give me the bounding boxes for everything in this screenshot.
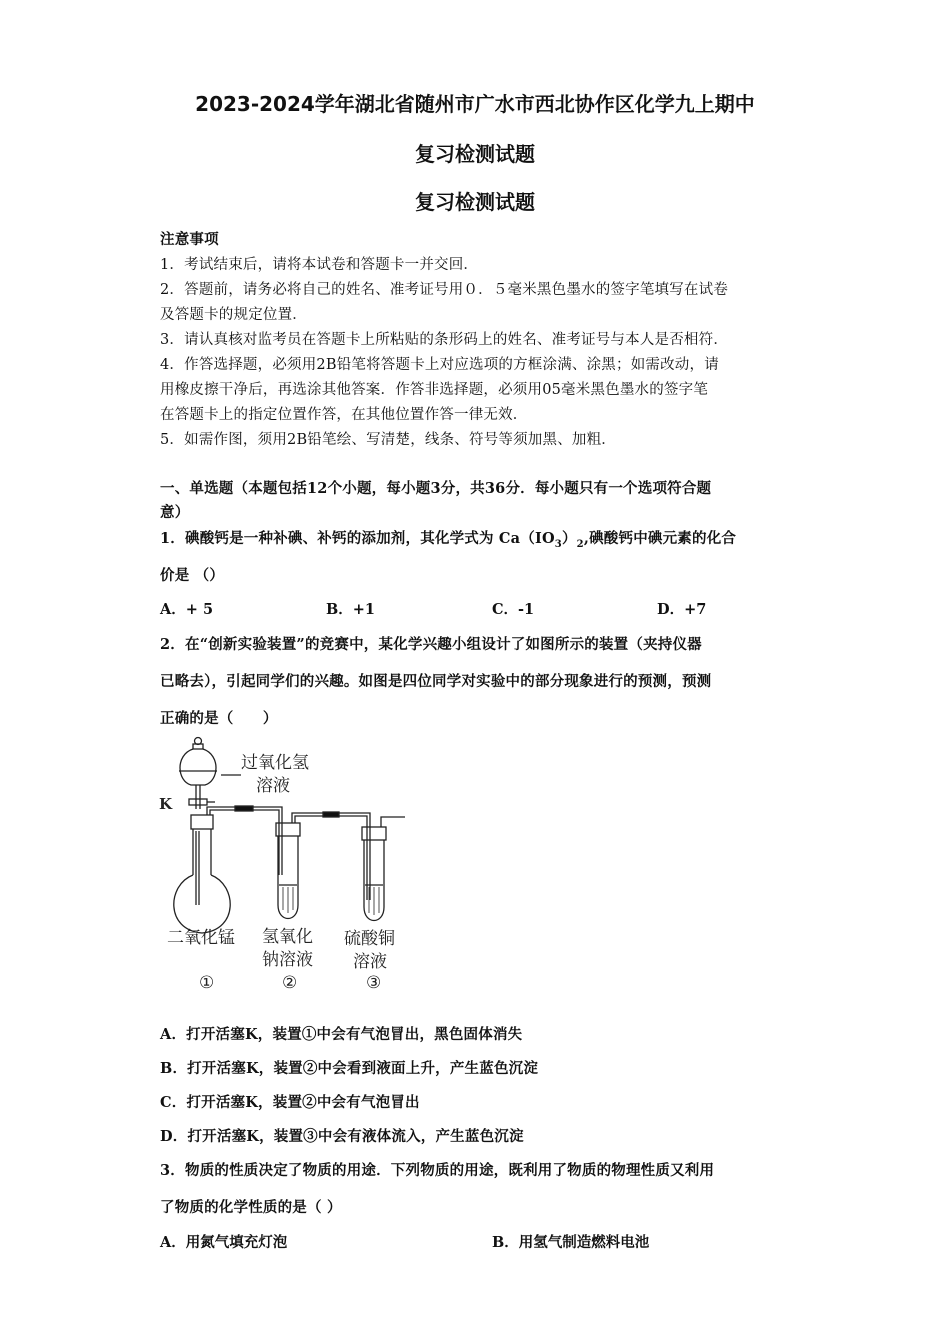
label-flask: 二氧化锰 bbox=[167, 928, 235, 948]
q2-stem: 已略去），引起同学们的兴趣。如图是四位同学对实验中的部分现象进行的预测，预测 bbox=[160, 673, 712, 690]
q1-stem: 1．碘酸钙是一种补碘、补钙的添加剂，其化学式为 $Ca(IO_3)_2$,碘酸钙中碘元素的化合 bbox=[160, 530, 737, 550]
notice-line: 在答题卡上的指定位置作答，在其他位置作答一律无效． bbox=[160, 407, 528, 423]
exam-title-line-2: 复习检测试题 bbox=[415, 142, 535, 166]
exam-title-line-3: 复习检测试题 bbox=[415, 190, 535, 214]
q1-option-b[interactable]: B．+1 bbox=[326, 601, 375, 618]
q2-option-a[interactable]: A．打开活塞K，装置①中会有气泡冒出，黑色固体消失 bbox=[160, 1026, 523, 1043]
section-heading: 一、单选题（本题包括12个小题，每小题3分，共36分．每小题只有一个选项符合题 bbox=[160, 480, 712, 497]
q2-option-b[interactable]: B．打开活塞K，装置②中会看到液面上升，产生蓝色沉淀 bbox=[160, 1060, 539, 1077]
q3-option-b[interactable]: B．用氢气制造燃料电池 bbox=[492, 1234, 650, 1251]
q2-stem: 正确的是（ ） bbox=[160, 710, 278, 727]
label-num-3: ③ bbox=[366, 973, 382, 993]
q1-stem-cont: 价是 （） bbox=[160, 567, 225, 584]
notice-line: 5．如需作图，须用2B铅笔绘、写清楚，线条、符号等须加黑、加粗． bbox=[160, 432, 617, 448]
notice-line: 用橡皮擦干净后，再选涂其他答案．作答非选择题，必须用05毫米黑色墨水的签字笔 bbox=[160, 382, 709, 398]
q2-stem: 2．在“创新实验装置”的竞赛中，某化学兴趣小组设计了如图所示的装置（夹持仪器 bbox=[160, 636, 702, 653]
label-valve-k: K bbox=[159, 795, 173, 813]
notice-heading: 注意事项 bbox=[160, 231, 219, 248]
q1-option-c[interactable]: C．-1 bbox=[492, 601, 535, 618]
label-num-1: ① bbox=[199, 973, 215, 993]
q3-stem: 3．物质的性质决定了物质的用途．下列物质的用途，既利用了物质的物理性质又利用 bbox=[160, 1162, 715, 1179]
exam-title-line-1: 2023-2024学年湖北省随州市广水市西北协作区化学九上期中 bbox=[195, 92, 755, 116]
apparatus-diagram bbox=[155, 735, 420, 995]
q3-option-a[interactable]: A．用氮气填充灯泡 bbox=[160, 1234, 288, 1251]
notice-line: 3．请认真核对监考员在答题卡上所粘贴的条形码上的姓名、准考证号与本人是否相符． bbox=[160, 332, 729, 348]
notice-line: 2．答题前，请务必将自己的姓名、准考证号用０．５毫米黑色墨水的签字笔填写在试卷 bbox=[160, 282, 729, 298]
notice-line: 1．考试结束后，请将本试卷和答题卡一并交回． bbox=[160, 257, 479, 273]
notice-line: 及答题卡的规定位置． bbox=[160, 307, 307, 323]
label-funnel-1: 过氧化氢 bbox=[241, 753, 309, 773]
label-tube3-1: 硫酸铜 bbox=[344, 929, 395, 949]
section-heading-cont: 意） bbox=[160, 504, 190, 521]
q3-stem: 了物质的化学性质的是（ ） bbox=[160, 1199, 342, 1216]
label-funnel-2: 溶液 bbox=[256, 776, 290, 796]
label-tube3-2: 溶液 bbox=[353, 952, 387, 972]
label-tube2-2: 钠溶液 bbox=[262, 950, 313, 970]
q2-option-d[interactable]: D．打开活塞K，装置③中会有液体流入，产生蓝色沉淀 bbox=[160, 1128, 524, 1145]
label-tube2-1: 氢氧化 bbox=[262, 927, 313, 947]
notice-line: 4．作答选择题，必须用2B铅笔将答题卡上对应选项的方框涂满、涂黑；如需改动，请 bbox=[160, 357, 719, 373]
q1-option-d[interactable]: D．+7 bbox=[657, 601, 707, 618]
q2-option-c[interactable]: C．打开活塞K，装置②中会有气泡冒出 bbox=[160, 1094, 420, 1111]
label-num-2: ② bbox=[282, 973, 298, 993]
q1-option-a[interactable]: A．+ 5 bbox=[160, 601, 214, 618]
